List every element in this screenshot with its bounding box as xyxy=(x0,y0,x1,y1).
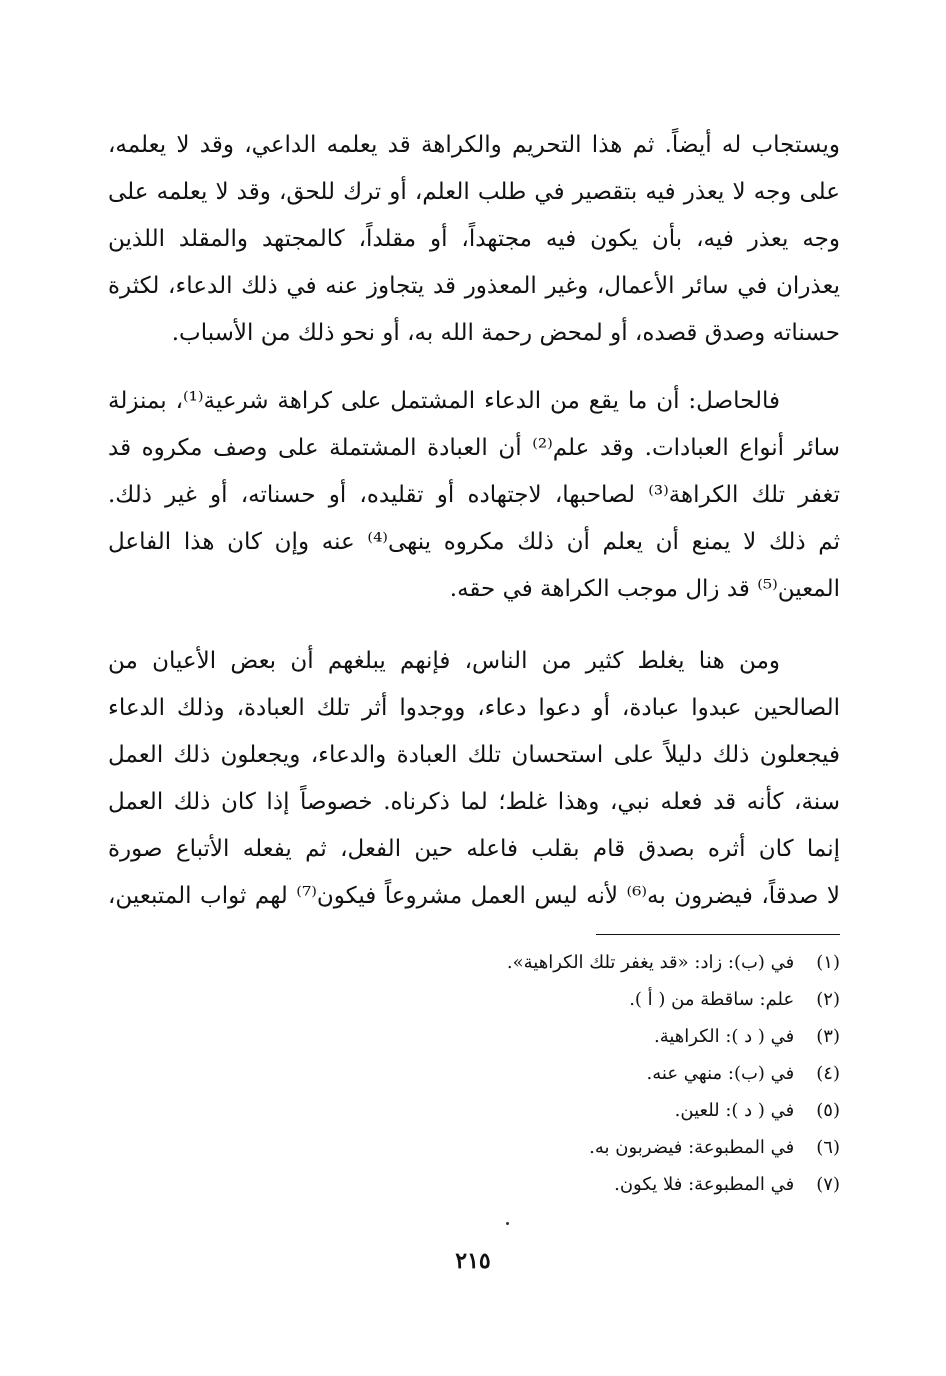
page-number: ٢١٥ xyxy=(455,1248,491,1274)
footnote xyxy=(420,1166,840,1203)
footnote-separator xyxy=(596,934,840,935)
footnote-number: (٧) xyxy=(816,1174,840,1195)
text-line: ثم ذلك لا يمنع أن يعلم أن ذلك مكروه ينهى⁽⁴⁾ عنه وإن كان هذا الفاعل xyxy=(108,529,840,555)
text-line: ومن هنا يغلط كثير من الناس، فإنهم يبلغهم أن بعض الأعيان من xyxy=(108,648,780,674)
footnotes xyxy=(420,944,840,1203)
footnote-text: في (ب): زاد: «قد يغفر تلك الكراهية». xyxy=(506,952,795,973)
footnote-text: في المطبوعة: فلا يكون. xyxy=(614,1174,795,1195)
text-line: سائر أنواع العبادات. وقد علم⁽²⁾ أن العبادة المشتملة على وصف مكروه قد xyxy=(108,435,840,461)
footnote xyxy=(420,1055,840,1092)
footnote-text: علم: ساقطة من ( أ ). xyxy=(629,989,795,1010)
ink-speck xyxy=(506,1222,509,1225)
footnote-number: (٣) xyxy=(816,1026,840,1047)
text-line: إنما كان أثره بصدق قام بقلب فاعله حين الفعل، ثم يفعله الأتباع صورة xyxy=(108,836,840,862)
text-line: لا صدقاً، فيضرون به⁽⁶⁾ لأنه ليس العمل مشروعاً فيكون⁽⁷⁾ لهم ثواب المتبعين، xyxy=(108,883,840,909)
text-line: وجه يعذر فيه، بأن يكون فيه مجتهداً، أو مقلداً، كالمجتهد والمقلد اللذين xyxy=(108,226,840,252)
text-line: تغفر تلك الكراهة⁽³⁾ لصاحبها، لاجتهاده أو تقليده، أو حسناته، أو غير ذلك. xyxy=(108,482,840,508)
footnote xyxy=(420,1129,840,1166)
text-line: يعذران في سائر الأعمال، وغير المعذور قد يتجاوز عنه في ذلك الدعاء، لكثرة xyxy=(108,273,840,299)
footnote xyxy=(420,944,840,981)
footnote-text: في (ب): منهي عنه. xyxy=(646,1063,795,1084)
text-line: حسناته وصدق قصده، أو لمحض رحمة الله به، أو نحو ذلك من الأسباب. xyxy=(171,320,840,346)
footnote-number: (١) xyxy=(816,952,840,973)
footnote-number: (٤) xyxy=(816,1063,840,1084)
footnote-text: في المطبوعة: فيضربون به. xyxy=(589,1137,795,1158)
text-line: فيجعلون ذلك دليلاً على استحسان تلك العبادة والدعاء، ويجعلون ذلك العمل xyxy=(108,742,840,768)
text-line: فالحاصل: أن ما يقع من الدعاء المشتمل على كراهة شرعية⁽¹⁾، بمنزلة xyxy=(108,388,780,414)
footnote xyxy=(420,981,840,1018)
footnote xyxy=(420,1092,840,1129)
footnote-text: في ( د ): الكراهية. xyxy=(653,1026,795,1047)
footnote-number: (٢) xyxy=(816,989,840,1010)
text-line: المعين⁽⁵⁾ قد زال موجب الكراهة في حقه. xyxy=(449,576,840,602)
footnote-number: (٦) xyxy=(816,1137,840,1158)
text-line: سنة، كأنه قد فعله نبي، وهذا غلط؛ لما ذكرناه. خصوصاً إذا كان ذلك العمل xyxy=(108,789,840,815)
text-line: الصالحين عبدوا عبادة، أو دعوا دعاء، ووجدوا أثر تلك العبادة، وذلك الدعاء xyxy=(108,695,840,721)
paragraph-1 xyxy=(108,122,840,357)
paragraph-3 xyxy=(108,638,840,920)
paragraph-2 xyxy=(108,378,840,613)
text-line: على وجه لا يعذر فيه بتقصير في طلب العلم، أو ترك للحق، وقد لا يعلمه على xyxy=(108,179,840,205)
text-line: ويستجاب له أيضاً. ثم هذا التحريم والكراهة قد يعلمه الداعي، وقد لا يعلمه، xyxy=(108,132,840,158)
footnote xyxy=(420,1018,840,1055)
footnote-number: (٥) xyxy=(816,1100,840,1121)
footnote-text: في ( د ): للعين. xyxy=(674,1100,795,1121)
